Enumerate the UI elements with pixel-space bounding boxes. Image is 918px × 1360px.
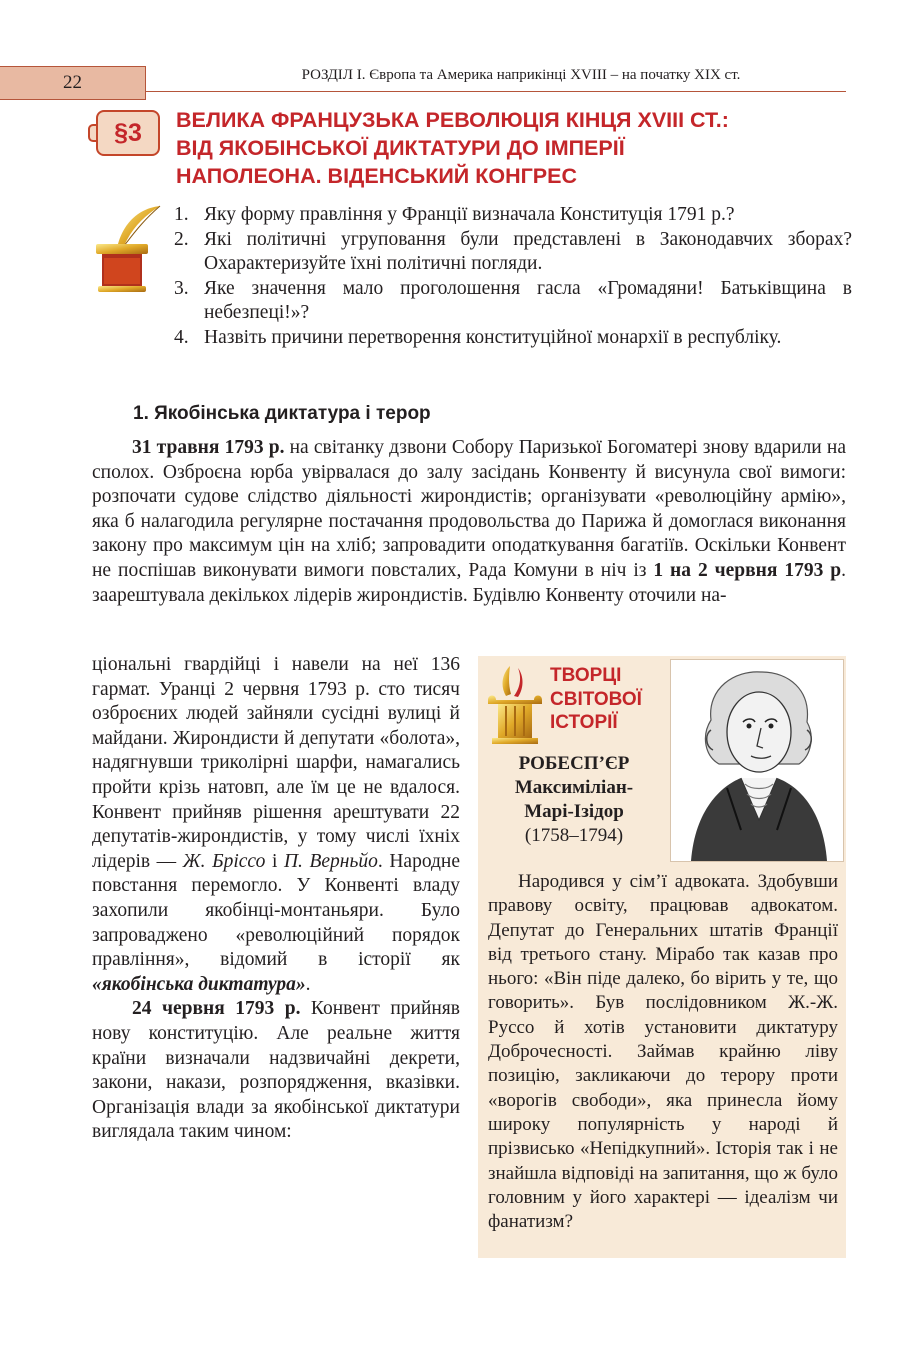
person-years: (1758–1794) [524,825,624,846]
paragraph-text: . [305,973,311,995]
left-column [92,653,460,1145]
question-text: Назвіть причини перетворення конституційної монархії в республіку. [204,326,782,348]
question-text: Які політичні угруповання були представлені в Законодавчих зборах? Охарактеризуйте їхні політичні погляди. [204,228,852,274]
date-highlight: 24 червня 1793 р. [132,998,301,1020]
person-name: Ж. Бріссо [182,850,266,872]
quill-inkwell-icon [90,202,162,294]
question-number: 3. [174,277,189,299]
key-term: «якобінська диктатура» [92,973,306,995]
header-rule [146,91,846,92]
question-text: Яку форму правління у Франції визначала Конституція 1791 р.? [204,204,735,225]
paragraph-text: на світанку дзвони Собору Паризької Богоматері знову вдарили на сполох. Озброєна юрба увірвалася до залу засідань Конвенту й висунула свої вимоги: розпочати судове слідство діяльності жирондистів; організувати «революційну армію», яка б налагодила регулярне постачання продовольства до Парижа й домоглася виконання закону про максимум цін на хліб; запровадити оподаткування багатіїв. Оскільки Конвент не поспішав виконувати вимоги повсталих, Рада Комуни в ніч із [92,437,846,581]
subsection-heading: 1. Якобінська диктатура і терор [133,403,431,424]
running-header: РОЗДІЛ І. Європа та Америка наприкінці XVIII – на початку ХІХ ст. [301,67,741,83]
question-number: 4. [174,326,189,348]
date-highlight: 1 на 2 червня 1793 р [653,559,842,581]
title-line: НАПОЛЕОНА. ВІДЕНСЬКИЙ КОНГРЕС [176,164,577,188]
person-given-name: Марі-Ізідор [524,801,624,822]
question-text: Яке значення мало проголошення гасла «Громадяни! Батьківщина в небезпеці!»? [204,277,852,323]
quill-column-icon [484,664,546,744]
rubric-line: ТВОРЦІ [550,665,622,686]
person-caption [478,752,670,848]
robespierre-portrait [670,659,844,862]
biography-text: Народився у сім’ї адвоката. Здобувши правову освіту, працював адвокатом. Депутат до Генеральних штатів Франції від третього стану. Мірабо так казав про нього: «Він піде далеко, бо вірить у те, що говорить». Був послідовником Ж.-Ж. Руссо й хотів установити диктатуру Доброчесності. Займав крайню ліву позицію, закликаючи до терору проти «ворогів свободи», яка принесла йому широку популярність у народі й прізвисько «Непідкупний». Історія так і не знайшла відповіді на запитання, що ж було головним у його характері — ідеалізм чи фанатизм? [488,871,838,1233]
portrait-engraving-icon [671,660,843,861]
paragraph-text: . заарештувала декількох лідерів жирондистів. Будівлю Конвенту оточили на- [92,559,846,606]
title-line: ВЕЛИКА ФРАНЦУЗЬКА РЕВОЛЮЦІЯ КІНЦЯ XVIII СТ.: [176,108,729,132]
list-item [172,228,852,277]
paragraph [92,436,846,608]
person-given-name: Максиміліан- [514,777,634,798]
person-name: П. Верньйо [283,850,378,872]
question-number: 2. [174,228,189,250]
paragraph-text: . Народне повстання перемогло. У Конвенті владу захопили якобінці-монтаньяри. Було запроваджено «революційний порядок правління», відомий в історії як [92,850,461,971]
rubric-line: СВІТОВОЇ [550,688,642,710]
person-surname: РОБЕСП’ЄР [518,753,630,774]
section-badge: §3 [96,110,160,156]
page-number: 22 [0,66,146,100]
date-highlight: 31 травня 1793 р. [132,437,285,458]
paragraph-text: і [265,850,284,872]
rubric-title [550,664,660,735]
list-item [172,326,852,351]
question-number: 1. [174,204,189,225]
title-line: ВІД ЯКОБІНСЬКОЇ ДИКТАТУРИ ДО ІМПЕРІЇ [176,136,625,160]
section-title [176,106,856,190]
paragraph-text: ціональні гвардійці і навели на неї 136 гармат. Уранці 2 червня 1793 р. сто тисяч озброєних людей зайняли сусідні вулиці й майдани. Жирондисти й депутати «болота», надягнувши триколірні шарфи, намагались пройти крізь натовп, але їм це не вдалося. Конвент прийняв рішення арештувати 22 депутатів-жирондистів, у тому числі їхніх лідерів — [92,654,460,872]
paragraph-text: Конвент прийняв нову конституцію. Але реальне життя країни визначали надзвичайні декрети, закони, накази, розпорядження, вказівки. Організація влади за якобінської диктатури виглядала таким чином: [92,998,460,1143]
rubric-line: ІСТОРІЇ [550,712,618,733]
list-item [172,203,852,228]
review-questions [172,203,852,350]
paragraph [92,997,460,1145]
paragraph [92,653,460,997]
list-item [172,277,852,326]
